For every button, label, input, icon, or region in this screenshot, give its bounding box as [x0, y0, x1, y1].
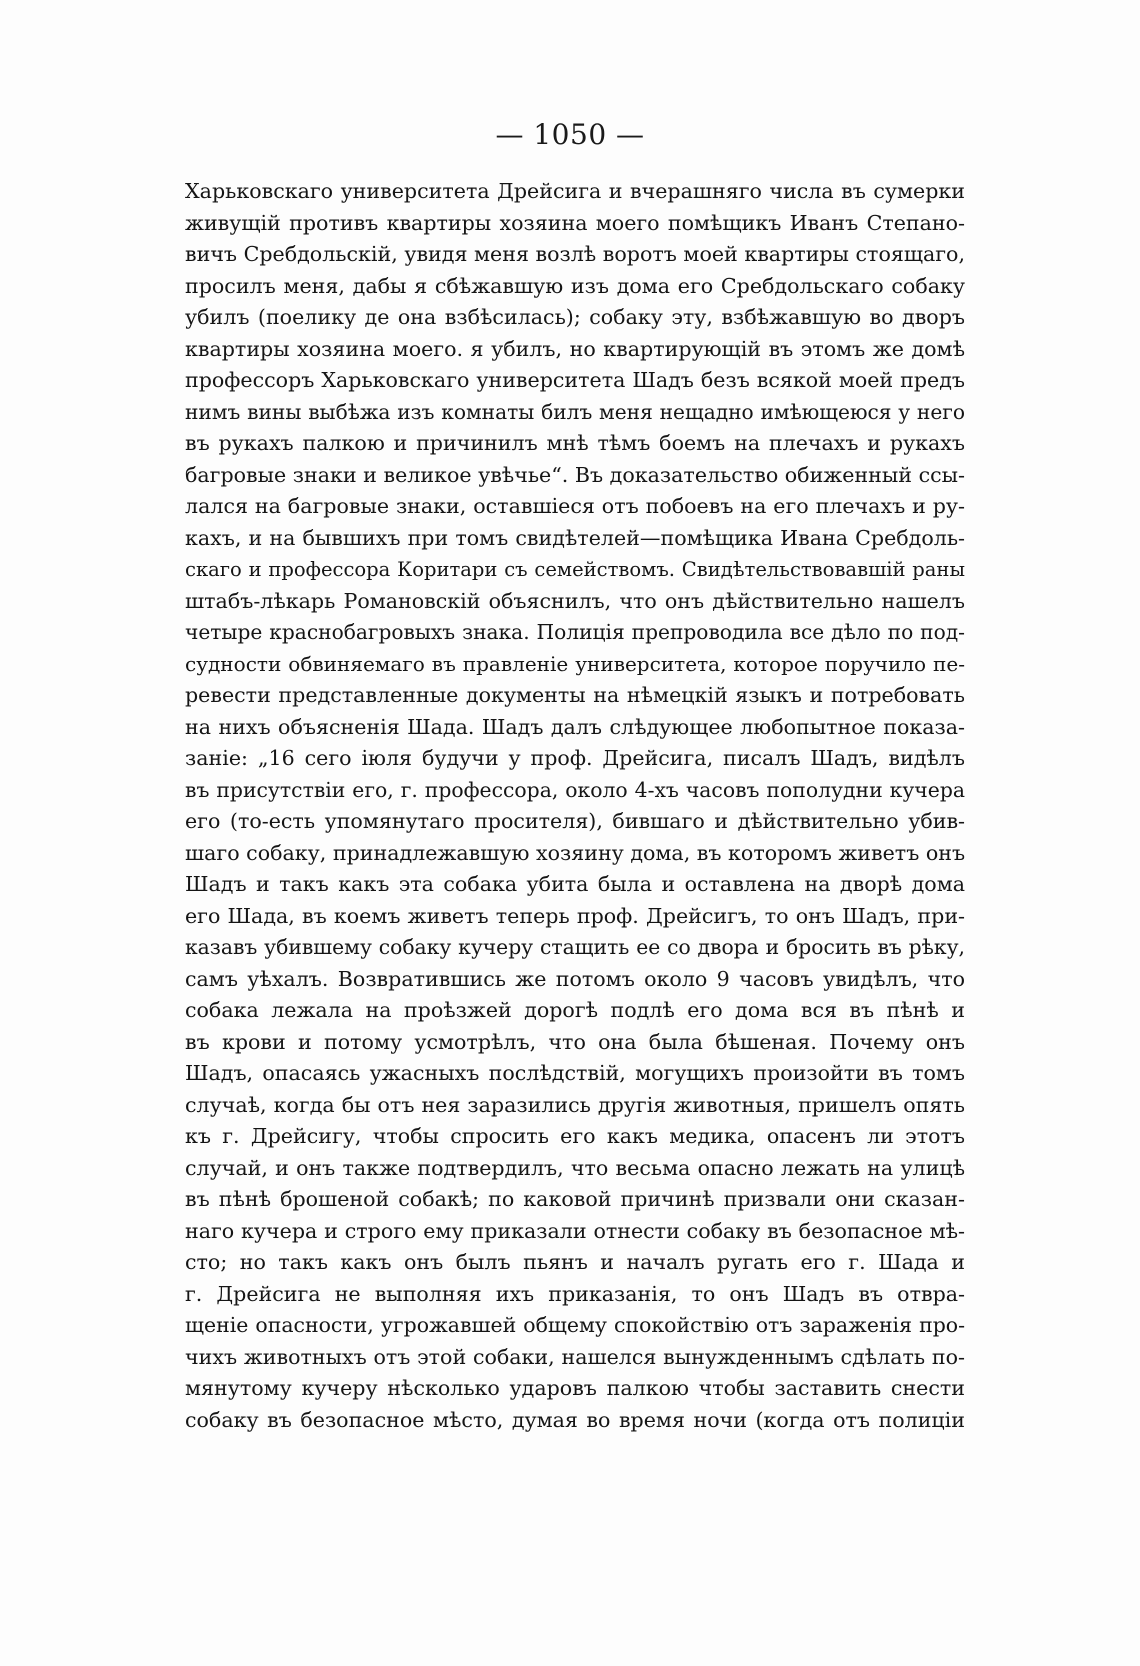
text-line: вичъ Сребдольскій, увидя меня возлѣ воротъ моей квартиры стоящаго,: [185, 242, 965, 266]
text-line: щеніе опасности, угрожавшей общему спокойствію отъ зараженія про-: [185, 1313, 965, 1337]
text-line: въ рукахъ палкою и причинилъ мнѣ тѣмъ боемъ на плечахъ и рукахъ: [185, 431, 965, 455]
text-line: нимъ вины выбѣжа изъ комнаты билъ меня нещадно имѣющеюся у него: [185, 399, 965, 424]
text-line: штабъ-лѣкарь Романовскій объяснилъ, что онъ дѣйствительно нашелъ: [185, 588, 965, 613]
text-line: Харьковскаго университета Дрейсига и вчерашняго числа въ сумерки: [185, 179, 965, 203]
text-line: квартиры хозяина моего. я убилъ, но квартирующій въ этомъ же домѣ: [185, 336, 965, 361]
text-line: живущій противъ квартиры хозяина моего помѣщикъ Иванъ Степано-: [185, 210, 965, 235]
text-line: чихъ животныхъ отъ этой собаки, нашелся вынужденнымъ сдѣлать по-: [185, 1344, 965, 1369]
text-line: Шадъ и такъ какъ эта собака убита была и оставлена на дворѣ дома: [185, 872, 965, 896]
text-line: мянутому кучеру нѣсколько ударовъ палкою чтобы заставить снести: [185, 1376, 965, 1400]
text-line: просилъ меня, дабы я сбѣжавшую изъ дома его Сребдольскаго собаку: [185, 273, 965, 298]
text-line: собака лежала на проѣзжей дорогѣ подлѣ его дома вся въ пѣнѣ и: [185, 998, 965, 1022]
page-number: — 1050 —: [495, 118, 645, 151]
text-line: случаѣ, когда бы отъ нея заразились другія животныя, пришелъ опять: [185, 1092, 965, 1117]
text-line: лался на багровые знаки, оставшіеся отъ побоевъ на его плечахъ и ру-: [185, 494, 965, 518]
text-line: заніе: „16 сего іюля будучи у проф. Дрейсига, писалъ Шадъ, видѣлъ: [185, 746, 965, 770]
text-line: къ г. Дрейсигу, чтобы спросить его какъ медика, опасенъ ли этотъ: [185, 1124, 965, 1148]
text-line: кахъ, и на бывшихъ при томъ свидѣтелей—помѣщика Ивана Сребдоль-: [185, 525, 965, 550]
text-line: багровые знаки и великое увѣчье“. Въ доказательство обиженный ссы-: [185, 462, 965, 487]
text-line: шаго собаку, принадлежавшую хозяину дома, въ которомъ живетъ онъ: [185, 840, 966, 865]
text-line: въ пѣнѣ брошеной собакѣ; по каковой причинѣ призвали они сказан-: [185, 1187, 965, 1211]
text-line: профессоръ Харьковскаго университета Шадъ безъ всякой моей предъ: [185, 368, 965, 392]
text-line: Шадъ, опасаясь ужасныхъ послѣдствій, могущихъ произойти въ томъ: [185, 1061, 965, 1085]
text-line: казавъ убившему собаку кучеру стащить ее со двора и бросить въ рѣку,: [185, 935, 965, 959]
text-line: въ присутствіи его, г. профессора, около 4-хъ часовъ пополудни кучера: [185, 777, 965, 802]
text-line: его Шада, въ коемъ живетъ теперь проф. Дрейсигъ, то онъ Шадъ, при-: [185, 903, 965, 928]
text-line: случай, и онъ также подтвердилъ, что весьма опасно лежать на улицѣ: [185, 1155, 965, 1180]
text-line: наго кучера и строго ему приказали отнести собаку въ безопасное мѣ-: [185, 1218, 965, 1243]
body-text: [185, 176, 965, 1436]
text-line: г. Дрейсига не выполняя ихъ приказанія, то онъ Шадъ въ отвра-: [185, 1281, 965, 1306]
text-line: сто; но такъ какъ онъ былъ пьянъ и началъ ругать его г. Шада и: [185, 1250, 965, 1274]
text-line: его (то-есть упомянутаго просителя), бившаго и дѣйствительно убив-: [185, 809, 965, 833]
text-line: самъ уѣхалъ. Возвратившись же потомъ около 9 часовъ увидѣлъ, что: [185, 966, 965, 991]
text-line: ревести представленные документы на нѣмецкій языкъ и потребовать: [185, 683, 965, 707]
text-line: скаго и профессора Коритари съ семействомъ. Свидѣтельствовавшій раны: [185, 558, 965, 581]
text-line: собаку въ безопасное мѣсто, думая во время ночи (когда отъ полиціи: [185, 1407, 965, 1432]
text-line: судности обвиняемаго въ правленіе университета, которое поручило пе-: [185, 651, 965, 676]
text-line: четыре краснобагровыхъ знака. Полиція препроводила все дѣло по под-: [185, 620, 965, 644]
text-line: въ крови и потому усмотрѣлъ, что она была бѣшеная. Почему онъ: [185, 1029, 965, 1054]
text-line: убилъ (поелику де она взбѣсилась); собаку эту, взбѣжавшую во дворъ: [185, 305, 965, 329]
text-line: на нихъ объясненія Шада. Шадъ далъ слѣдующее любопытное показа-: [185, 714, 965, 739]
